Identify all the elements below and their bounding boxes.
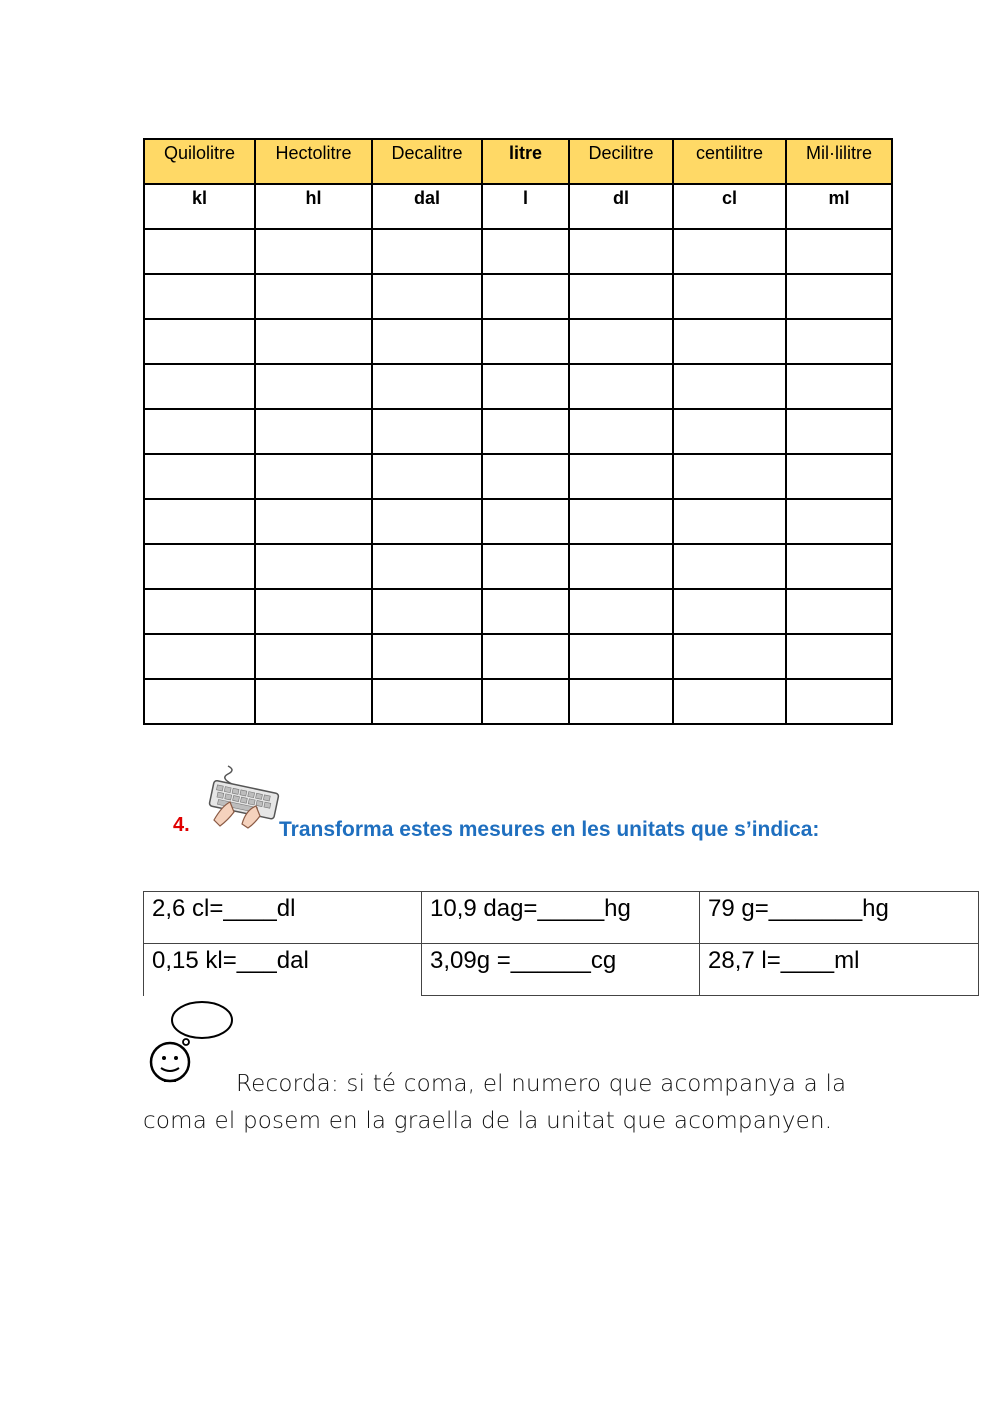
empty-cell[interactable] <box>482 634 569 679</box>
reminder-text <box>143 1066 863 1140</box>
empty-cell[interactable] <box>569 364 673 409</box>
empty-cell[interactable] <box>786 454 892 499</box>
empty-cell[interactable] <box>569 229 673 274</box>
empty-row <box>144 499 892 544</box>
conversion-cell[interactable]: 10,9 dag=_____hg <box>422 892 700 944</box>
empty-row <box>144 634 892 679</box>
empty-row <box>144 229 892 274</box>
empty-cell[interactable] <box>569 634 673 679</box>
unit-name-cell: Decalitre <box>372 139 482 184</box>
empty-cell[interactable] <box>482 274 569 319</box>
empty-cell[interactable] <box>144 679 255 724</box>
empty-cell[interactable] <box>144 364 255 409</box>
empty-cell[interactable] <box>786 409 892 454</box>
exercise-title: Transforma estes mesures en les unitats que s’indica: <box>279 818 820 841</box>
empty-cell[interactable] <box>569 544 673 589</box>
empty-cell[interactable] <box>569 274 673 319</box>
empty-cell[interactable] <box>255 499 372 544</box>
unit-symbol-cell: ml <box>786 184 892 229</box>
empty-cell[interactable] <box>673 454 786 499</box>
empty-cell[interactable] <box>482 499 569 544</box>
empty-cell[interactable] <box>786 319 892 364</box>
empty-cell[interactable] <box>255 679 372 724</box>
unit-name-cell: litre <box>482 139 569 184</box>
empty-cell[interactable] <box>673 589 786 634</box>
empty-cell[interactable] <box>372 364 482 409</box>
empty-cell[interactable] <box>673 229 786 274</box>
empty-cell[interactable] <box>372 319 482 364</box>
empty-cell[interactable] <box>673 274 786 319</box>
empty-cell[interactable] <box>372 274 482 319</box>
empty-cell[interactable] <box>569 319 673 364</box>
empty-cell[interactable] <box>482 454 569 499</box>
empty-cell[interactable] <box>255 409 372 454</box>
conversion-row <box>144 944 979 996</box>
empty-cell[interactable] <box>144 499 255 544</box>
empty-row <box>144 364 892 409</box>
empty-cell[interactable] <box>673 319 786 364</box>
empty-cell[interactable] <box>482 319 569 364</box>
empty-cell[interactable] <box>144 319 255 364</box>
empty-cell[interactable] <box>372 409 482 454</box>
conversion-cell[interactable]: 2,6 cl=____dl <box>144 892 422 944</box>
empty-cell[interactable] <box>144 409 255 454</box>
empty-row <box>144 589 892 634</box>
empty-cell[interactable] <box>569 589 673 634</box>
empty-cell[interactable] <box>255 274 372 319</box>
empty-cell[interactable] <box>786 589 892 634</box>
empty-cell[interactable] <box>673 409 786 454</box>
empty-cell[interactable] <box>255 319 372 364</box>
empty-cell[interactable] <box>255 364 372 409</box>
unit-symbol-cell: hl <box>255 184 372 229</box>
empty-cell[interactable] <box>482 229 569 274</box>
unit-symbol-cell: kl <box>144 184 255 229</box>
conversion-table <box>143 891 979 996</box>
empty-cell[interactable] <box>673 679 786 724</box>
unit-symbol-cell: dl <box>569 184 673 229</box>
empty-cell[interactable] <box>673 499 786 544</box>
unit-symbols-row <box>144 184 892 229</box>
empty-cell[interactable] <box>482 544 569 589</box>
empty-cell[interactable] <box>673 634 786 679</box>
empty-cell[interactable] <box>482 589 569 634</box>
reminder-line-1: Recorda: si té coma, el numero que acompanya a la <box>236 1071 847 1097</box>
empty-cell[interactable] <box>786 634 892 679</box>
empty-row <box>144 454 892 499</box>
exercise-number: 4. <box>173 814 190 836</box>
empty-cell[interactable] <box>786 229 892 274</box>
empty-cell[interactable] <box>144 634 255 679</box>
empty-cell[interactable] <box>144 229 255 274</box>
empty-cell[interactable] <box>569 499 673 544</box>
units-table <box>143 138 893 725</box>
empty-cell[interactable] <box>372 634 482 679</box>
conversion-cell[interactable]: 79 g=_______hg <box>700 892 979 944</box>
unit-symbol-cell: l <box>482 184 569 229</box>
unit-symbol-cell: dal <box>372 184 482 229</box>
empty-cell[interactable] <box>673 544 786 589</box>
empty-row <box>144 679 892 724</box>
empty-cell[interactable] <box>786 544 892 589</box>
empty-cell[interactable] <box>144 589 255 634</box>
empty-cell[interactable] <box>372 454 482 499</box>
empty-cell[interactable] <box>255 229 372 274</box>
empty-cell[interactable] <box>482 679 569 724</box>
conversion-row <box>144 892 979 944</box>
empty-cell[interactable] <box>786 274 892 319</box>
empty-cell[interactable] <box>255 634 372 679</box>
reminder-line-2: coma el posem en la graella de la unitat que acompanyen. <box>143 1108 833 1134</box>
conversion-cell[interactable]: 28,7 l=____ml <box>700 944 979 996</box>
unit-name-cell: Decilitre <box>569 139 673 184</box>
empty-cell[interactable] <box>372 589 482 634</box>
empty-cell[interactable] <box>372 544 482 589</box>
empty-row <box>144 544 892 589</box>
empty-row <box>144 409 892 454</box>
unit-name-cell: Mil·lilitre <box>786 139 892 184</box>
empty-cell[interactable] <box>673 364 786 409</box>
empty-cell[interactable] <box>255 544 372 589</box>
empty-cell[interactable] <box>144 454 255 499</box>
empty-cell[interactable] <box>482 364 569 409</box>
conversion-cell[interactable]: 3,09g =______cg <box>422 944 700 996</box>
empty-cell[interactable] <box>255 589 372 634</box>
conversion-cell[interactable]: 0,15 kl=___dal <box>144 944 422 996</box>
empty-cell[interactable] <box>786 679 892 724</box>
empty-cell[interactable] <box>372 229 482 274</box>
unit-name-cell: centilitre <box>673 139 786 184</box>
empty-row <box>144 319 892 364</box>
empty-cell[interactable] <box>255 454 372 499</box>
unit-name-cell: Hectolitre <box>255 139 372 184</box>
empty-cell[interactable] <box>372 679 482 724</box>
empty-cell[interactable] <box>569 679 673 724</box>
empty-cell[interactable] <box>144 544 255 589</box>
empty-cell[interactable] <box>569 409 673 454</box>
empty-cell[interactable] <box>482 409 569 454</box>
empty-cell[interactable] <box>786 499 892 544</box>
empty-row <box>144 274 892 319</box>
unit-names-row <box>144 139 892 184</box>
empty-cell[interactable] <box>372 499 482 544</box>
unit-symbol-cell: cl <box>673 184 786 229</box>
empty-cell[interactable] <box>569 454 673 499</box>
empty-cell[interactable] <box>144 274 255 319</box>
unit-name-cell: Quilolitre <box>144 139 255 184</box>
empty-cell[interactable] <box>786 364 892 409</box>
